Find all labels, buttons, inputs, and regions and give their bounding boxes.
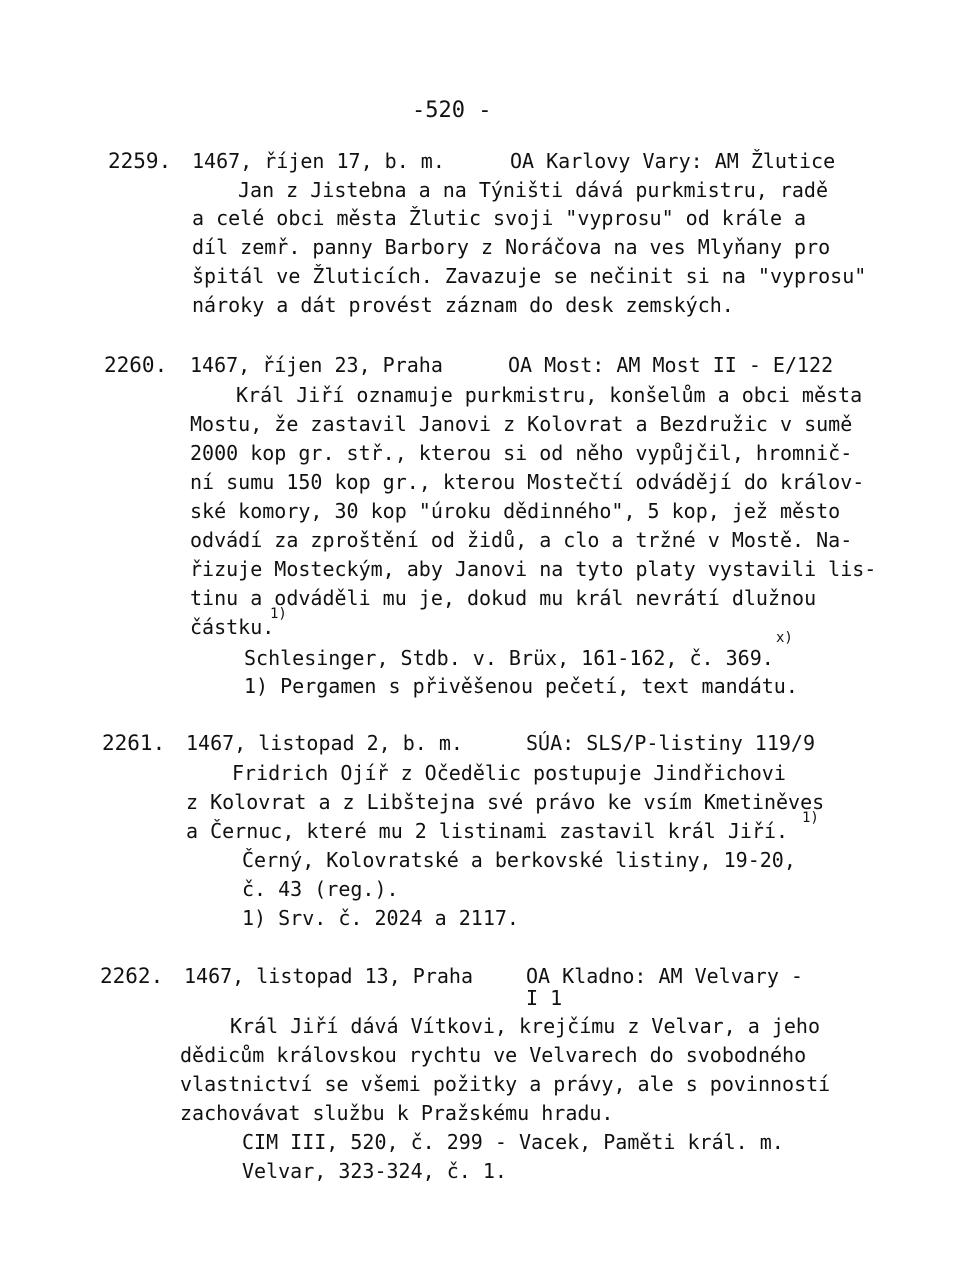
entry-source-line: Velvar, 323-324, č. 1. [242,1159,507,1183]
entry-archive: OA Karlovy Vary: AM Žlutice [510,149,836,173]
entry-archive-line: OA Kladno: AM Velvary - [526,964,803,988]
entry-text-line: dědicům královskou rychtu ve Velvarech do svobodného [180,1043,807,1067]
entry-text-line: 2000 kop gr. stř., kterou si od něho vypůjčil, hromnič- [190,441,853,465]
entry-text-line: a Černuc, které mu 2 listinami zastavil král Jiří. [186,819,789,843]
entry-archive: OA Most: AM Most II - E/122 [508,353,834,377]
entry-footnote: 1) Srv. č. 2024 a 2117. [242,906,519,930]
entry-archive: SÚA: SLS/P-listiny 119/9 [526,731,815,755]
entry-text-line: ní sumu 150 kop gr., kterou Mostečtí odvádějí do králov- [190,470,865,494]
entry-source-line: CIM III, 520, č. 299 - Vacek, Paměti král. m. [242,1130,784,1154]
entry-text-line: Jan z Jistebna a na Týništi dává purkmistru, radě [238,178,829,202]
footnote-marker: 1) [802,810,819,826]
entry-text-line: špitál ve Žluticích. Zavazuje se nečinit si na "vyprosu" [192,264,867,288]
entry-text-line: tinu a odváděli mu je, dokud mu král nevrátí dlužnou [190,586,817,610]
entry-text-line: částku. [190,615,275,639]
entry-number: 2260. [104,353,168,377]
entry-text-line: Král Jiří oznamuje purkmistru, konšelům a obci města [236,383,863,407]
entry-text-line: ské komory, 30 kop "úroku dědinného", 5 kop, jež město [190,499,841,523]
entry-text-line: díl zemř. panny Barbory z Noráčova na ves Mlyňany pro [192,235,831,259]
entry-text-line: nároky a dát provést záznam do desk zemských. [192,293,734,317]
page-number: -520 - [412,98,492,123]
entry-source-line: č. 43 (reg.). [242,877,399,901]
entry-number: 2261. [102,731,166,755]
entry-number: 2262. [100,964,164,988]
entry-text-line: vlastnictví se všemi požitky a právy, ale s povinností [180,1072,831,1096]
entry-text-line: odvádí za zproštění od židů, a clo a tržné v Mostě. Na- [190,528,853,552]
entry-source-line: Černý, Kolovratské a berkovské listiny, 19-20, [242,848,796,872]
entry-number: 2259. [108,149,172,173]
entry-date: 1467, říjen 17, b. m. [192,149,445,173]
footnote-marker: 1) [270,606,287,622]
entry-text-line: a celé obci města Žlutic svoji "vyprosu" od krále a [192,206,807,230]
entry-source: Schlesinger, Stdb. v. Brüx, 161-162, č. 369. [244,646,774,670]
entry-text-line: řizuje Mosteckým, aby Janovi na tyto platy vystavili lis- [190,557,877,581]
entry-text-line: Mostu, že zastavil Janovi z Kolovrat a Bezdružic v sumě [190,412,853,436]
entry-footnote: 1) Pergamen s přivěšenou pečetí, text mandátu. [244,674,798,698]
entry-text-line: Král Jiří dává Vítkovi, krejčímu z Velvar, a jeho [230,1014,821,1038]
source-marker: x) [776,630,793,646]
entry-date: 1467, říjen 23, Praha [190,353,443,377]
entry-archive-line: I 1 [526,986,563,1010]
entry-date: 1467, listopad 13, Praha [184,964,473,988]
entry-text-line: z Kolovrat a z Libštejna své právo ke vsím Kmetiněves [186,790,825,814]
entry-text-line: Fridrich Ojíř z Očedělic postupuje Jindřichovi [232,761,786,785]
entry-text-line: zachovávat službu k Pražskému hradu. [180,1101,614,1125]
entry-date: 1467, listopad 2, b. m. [186,731,463,755]
